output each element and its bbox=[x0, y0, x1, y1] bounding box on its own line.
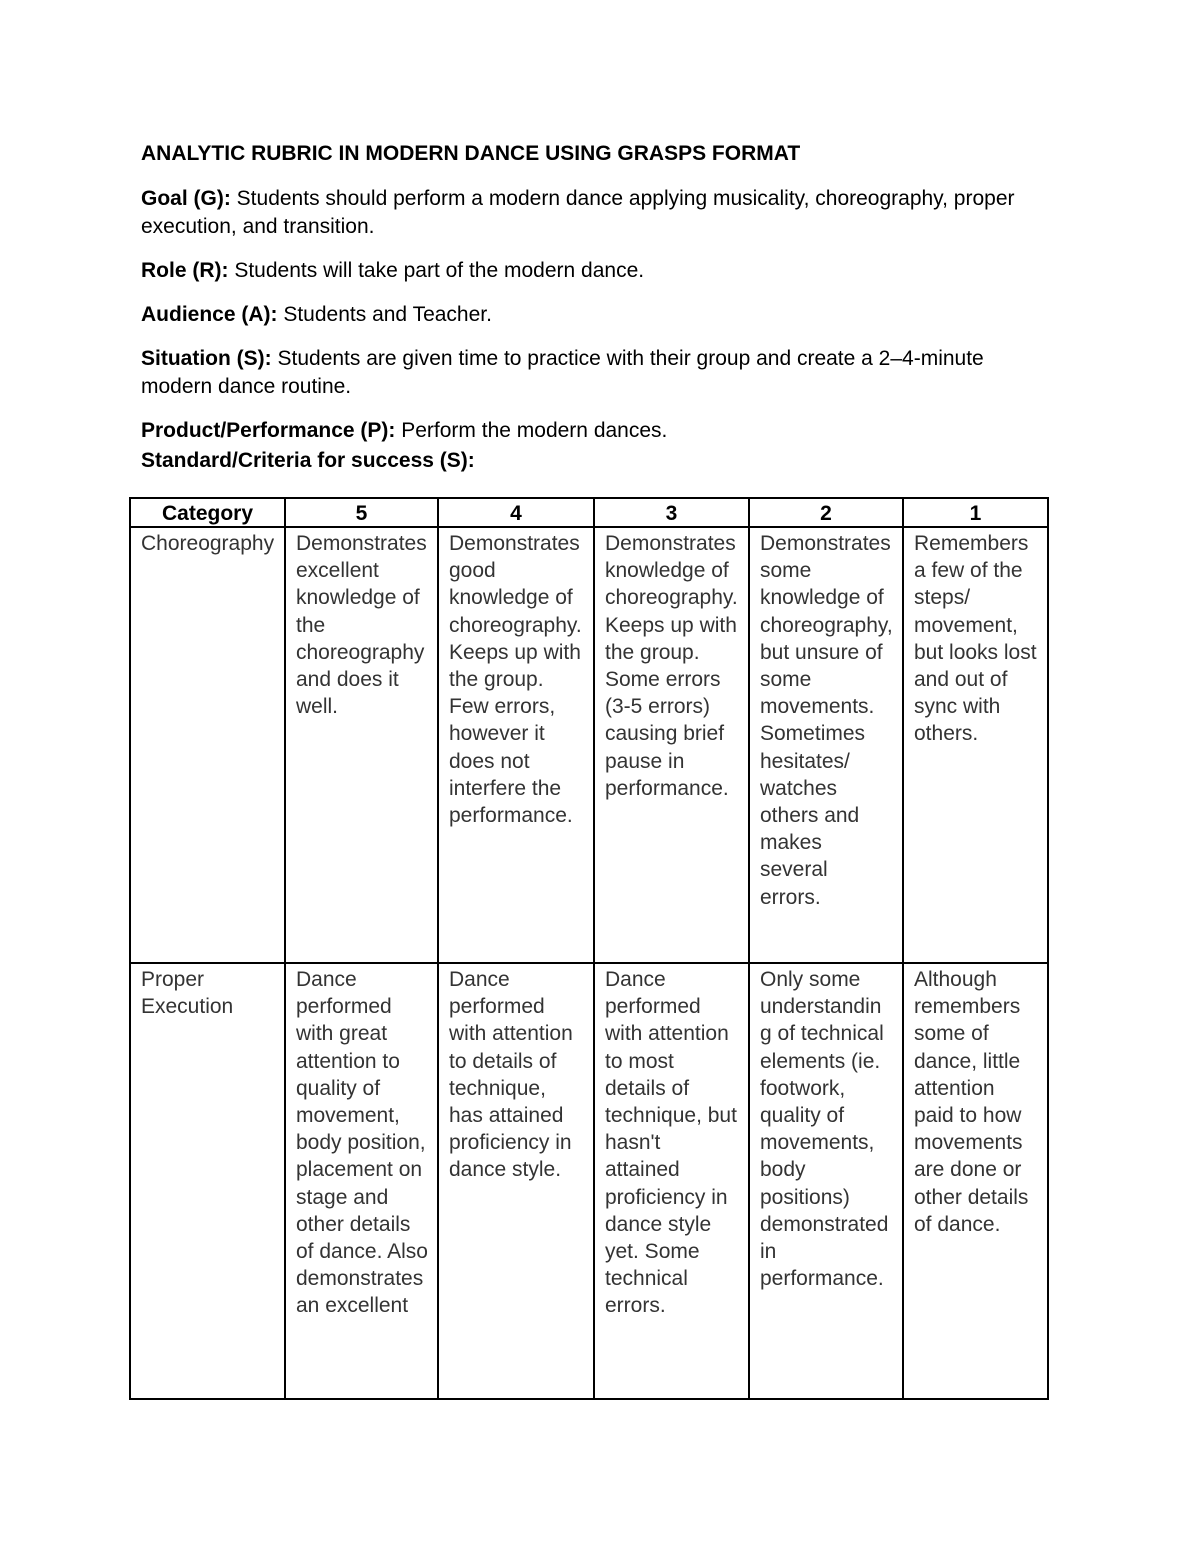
criteria-cell: Although remembers some of dance, little attention paid to how movements are done or other details of dance. bbox=[903, 963, 1048, 1399]
goal-label: Goal (G): bbox=[141, 187, 231, 211]
criteria-cell: Demonstrates excellent knowledge of the choreography and does it well. bbox=[285, 527, 438, 963]
product-paragraph bbox=[141, 417, 1061, 445]
situation-text: Students are given time to practice with their group and create a 2–4-minute modern dance routine. bbox=[141, 347, 984, 399]
situation-paragraph bbox=[141, 345, 1031, 401]
role-label: Role (R): bbox=[141, 259, 229, 283]
product-text: Perform the modern dances. bbox=[401, 419, 668, 443]
document-title: ANALYTIC RUBRIC IN MODERN DANCE USING GRASPS FORMAT bbox=[141, 142, 801, 165]
criteria-cell: Demonstrates some knowledge of choreography, but unsure of some movements. Sometimes hesitates/ watches others and makes several errors. bbox=[749, 527, 903, 963]
criteria-cell: Demonstrates knowledge of choreography. Keeps up with the group. Some errors (3-5 errors) causing brief pause in performance. bbox=[594, 527, 749, 963]
situation-label: Situation (S): bbox=[141, 347, 272, 371]
audience-label: Audience (A): bbox=[141, 303, 278, 327]
criteria-cell: Demonstrates good knowledge of choreography. Keeps up with the group. Few errors, however it does not interfere the performance. bbox=[438, 527, 594, 963]
header-category: Category bbox=[130, 498, 285, 527]
category-cell: Proper Execution bbox=[130, 963, 285, 1399]
table-row bbox=[130, 963, 1048, 1399]
criteria-cell: Only some understanding of technical elements (ie. footwork, quality of movements, body positions) demonstrated in performance. bbox=[749, 963, 903, 1399]
header-score-1: 1 bbox=[903, 498, 1048, 527]
criteria-cell: Remembers a few of the steps/ movement, but looks lost and out of sync with others. bbox=[903, 527, 1048, 963]
goal-text: Students should perform a modern dance applying musicality, choreography, proper execution, and transition. bbox=[141, 187, 1015, 239]
role-text: Students will take part of the modern dance. bbox=[234, 259, 645, 283]
header-score-5: 5 bbox=[285, 498, 438, 527]
table-row bbox=[130, 527, 1048, 963]
header-score-4: 4 bbox=[438, 498, 594, 527]
criteria-cell: Dance performed with great attention to quality of movement, body position, placement on stage and other details of dance. Also demonstrates an excellent bbox=[285, 963, 438, 1399]
product-label: Product/Performance (P): bbox=[141, 419, 396, 443]
header-score-3: 3 bbox=[594, 498, 749, 527]
goal-paragraph bbox=[141, 185, 1061, 241]
audience-paragraph bbox=[141, 301, 1061, 329]
category-cell: Choreography bbox=[130, 527, 285, 963]
role-paragraph bbox=[141, 257, 1061, 285]
audience-text: Students and Teacher. bbox=[283, 303, 492, 327]
document-body bbox=[141, 140, 1061, 491]
table-header-row bbox=[130, 498, 1048, 527]
criteria-cell: Dance performed with attention to most details of technique, but hasn't attained proficiency in dance style yet. Some technical errors. bbox=[594, 963, 749, 1399]
rubric-table bbox=[129, 497, 1049, 1400]
standard-label: Standard/Criteria for success (S): bbox=[141, 449, 475, 473]
criteria-cell: Dance performed with attention to details of technique, has attained proficiency in dance style. bbox=[438, 963, 594, 1399]
header-score-2: 2 bbox=[749, 498, 903, 527]
standard-paragraph bbox=[141, 447, 1061, 475]
